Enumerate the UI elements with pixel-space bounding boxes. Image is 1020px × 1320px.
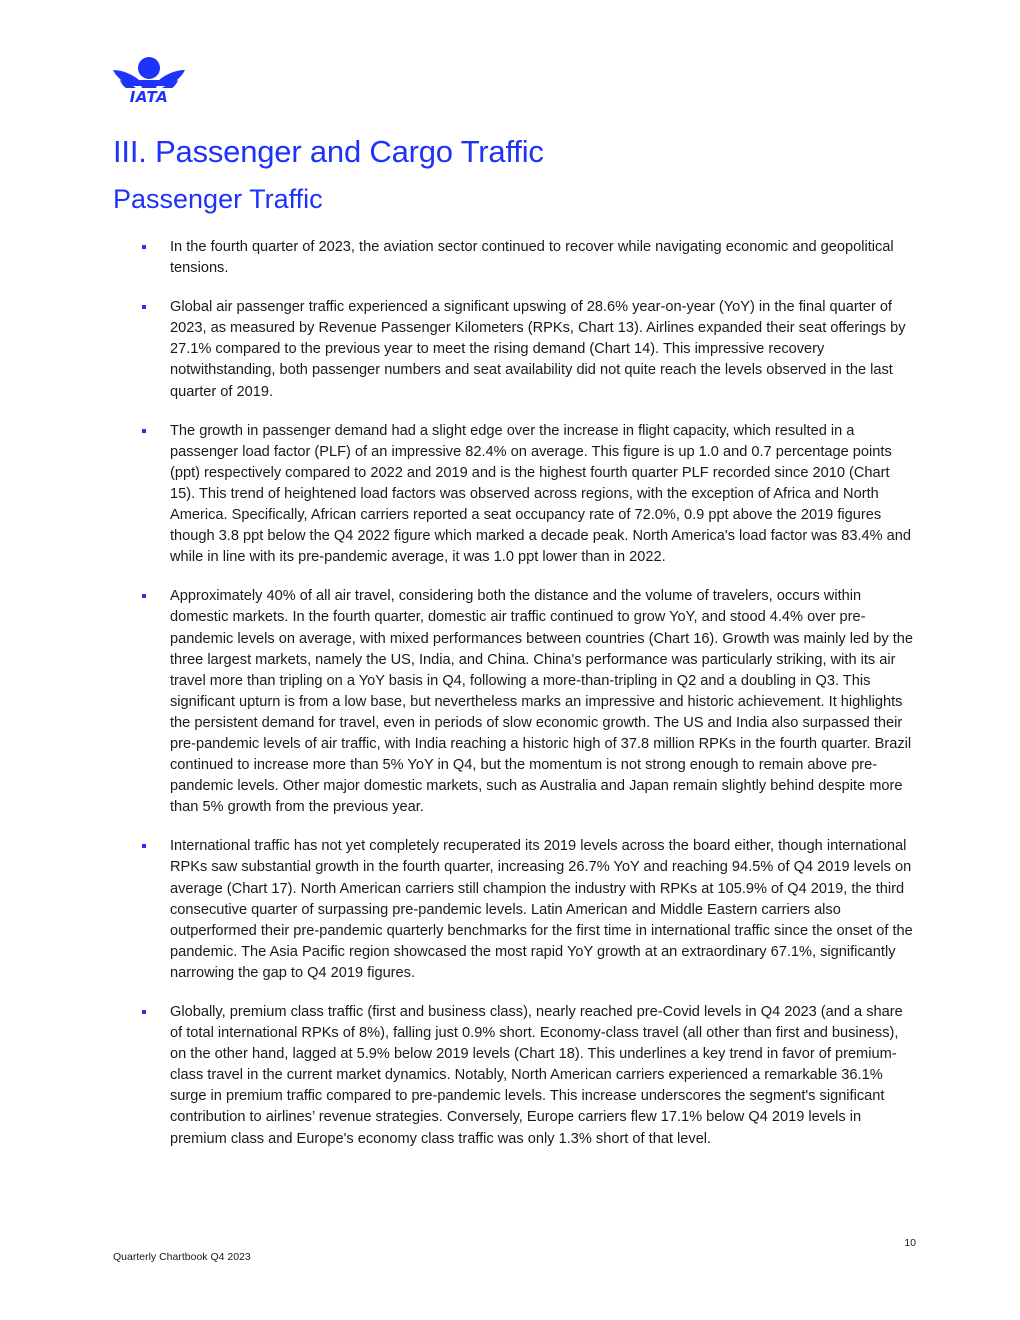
bullet-text: Approximately 40% of all air travel, considering both the distance and the volume of travelers, occurs within domestic markets. In the fourth quarter, domestic air traffic continued to grow YoY, and stood 4.4% over pre-pandemic levels on average, with mixed performances between countries (Chart 16). Growth was mainly led by the three largest markets, namely the US, India, and China. China's performance was particularly striking, with its air travel more than tripling on a YoY basis in Q4, following a more-than-tripling in Q2 and a doubling in Q3. This significant upturn is from a low base, but nevertheless marks an impressive and historic achievement. It highlights the persistent demand for travel, even in periods of slow economic growth. The US and India also surpassed their pre-pandemic levels of air traffic, with India reaching a historic high of 37.8 million RPKs in the fourth quarter. Brazil continued to increase more than 5% YoY in Q4, but the momentum is not strong enough to remain above pre-pandemic levels. Other major domestic markets, such as Australia and Japan remain slightly behind despite more than 5% growth from the previous year. xyxy=(170,588,914,816)
bullet-text: Global air passenger traffic experienced a significant upswing of 28.6% year-on-year (YoY) in the final quarter of 2023, as measured by Revenue Passenger Kilometers (RPKs, Chart 13). Airlines expanded their seat offerings by 27.1% compared to the previous year to meet the rising demand (Chart 14). This impressive recovery notwithstanding, both passenger numbers and seat availability did not quite reach the levels observed in the last quarter of 2019. xyxy=(170,299,906,400)
bullet-item xyxy=(142,1002,918,1150)
bullet-text: In the fourth quarter of 2023, the aviation sector continued to recover while navigating economic and geopolitical tensions. xyxy=(170,239,894,277)
page-number: 10 xyxy=(904,1237,916,1249)
logo-text: IATA xyxy=(129,88,169,104)
bullet-text: The growth in passenger demand had a slight edge over the increase in flight capacity, which resulted in a passenger load factor (PLF) of an impressive 82.4% on average. This figure is up 1.0 and 0.7 percentage points (ppt) respectively compared to 2022 and 2019 and is the highest fourth quarter PLF recorded since 2010 (Chart 15). This trend of heightened load factors was observed across regions, with the exception of Africa and North America. Specifically, African carriers reported a seat occupancy rate of 72.0%, 0.9 ppt above the 2019 figures though 3.8 ppt below the Q4 2022 figure which marked a decade peak. North America's load factor was 83.4% and while in line with its pre-pandemic average, it was 1.0 ppt lower than in 2022. xyxy=(170,422,912,566)
bullet-square-icon xyxy=(142,594,146,598)
bullet-list xyxy=(142,237,918,1168)
bullet-item xyxy=(142,237,918,279)
bullet-item xyxy=(142,586,918,818)
bullet-square-icon xyxy=(142,305,146,309)
bullet-item xyxy=(142,421,918,569)
bullet-square-icon xyxy=(142,844,146,848)
iata-logo-icon xyxy=(112,56,188,104)
bullet-square-icon xyxy=(142,1010,146,1014)
subsection-title: Passenger Traffic xyxy=(113,184,323,214)
bullet-item xyxy=(142,297,918,402)
bullet-text: Globally, premium class traffic (first and business class), nearly reached pre-Covid levels in Q4 2023 (and a share of total international RPKs of 8%), falling just 0.9% short. Economy-class travel (all other than first and business), on the other hand, lagged at 5.9% below 2019 levels (Chart 18). This underlines a key trend in favor of premium-class travel in the current market dynamics. Notably, North American carriers experienced a remarkable 36.1% surge in premium traffic compared to pre-pandemic levels. This increase underscores the segment's significant contribution to airlines’ revenue strategies. Conversely, Europe carriers flew 17.1% below Q4 2019 levels in premium class and Europe's economy class traffic was only 1.3% short of that level. xyxy=(170,1004,903,1147)
bullet-square-icon xyxy=(142,245,146,249)
section-title: III. Passenger and Cargo Traffic xyxy=(113,134,544,169)
bullet-item xyxy=(142,836,918,984)
bullet-text: International traffic has not yet completely recuperated its 2019 levels across the board either, though international RPKs saw substantial growth in the fourth quarter, increasing 26.7% YoY and reaching 94.5% of Q4 2019 levels on average (Chart 17). North American carriers still champion the industry with RPKs at 105.9% of Q4 2019, the third consecutive quarter of surpassing pre-pandemic levels. Latin American and Middle Eastern carriers also outperformed their pre-pandemic quarterly benchmarks for the first time in international traffic since the onset of the pandemic. The Asia Pacific region showcased the most rapid YoY growth at an extraordinary 67.1%, significantly narrowing the gap to Q4 2019 figures. xyxy=(170,838,913,981)
iata-logo xyxy=(112,56,188,104)
footer-text: Quarterly Chartbook Q4 2023 xyxy=(113,1251,251,1263)
bullet-square-icon xyxy=(142,429,146,433)
